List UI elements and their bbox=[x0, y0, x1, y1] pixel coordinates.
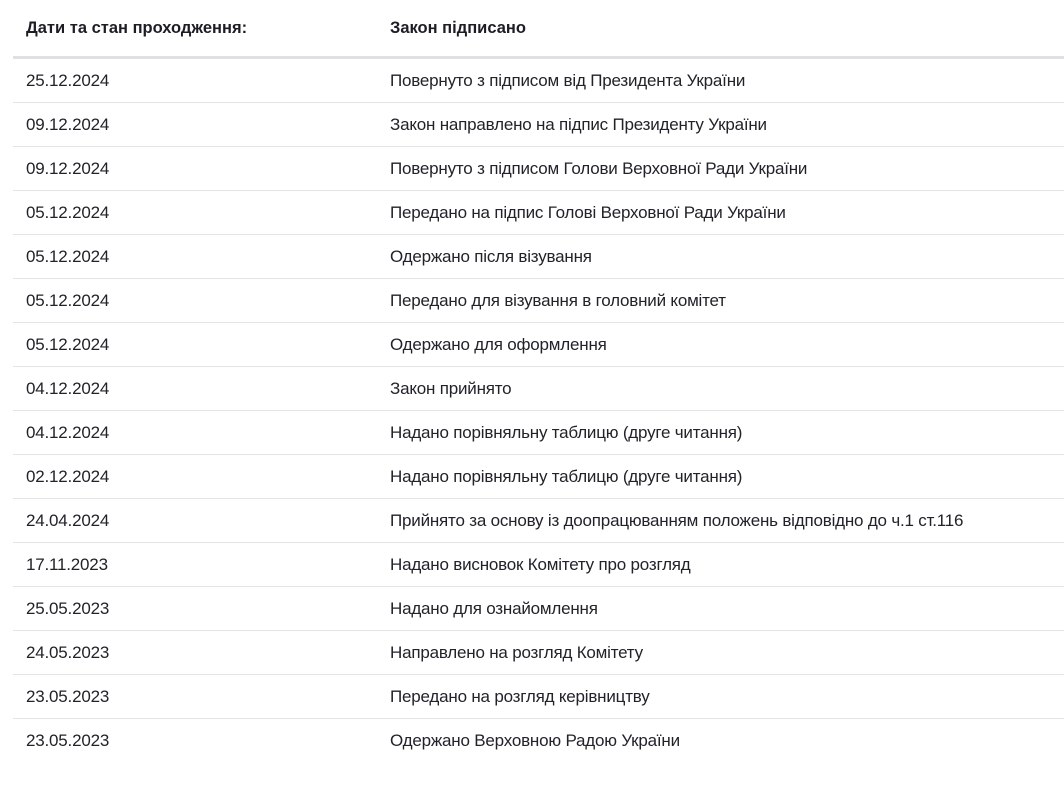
table-header bbox=[13, 0, 1064, 59]
table-row bbox=[13, 367, 1064, 411]
header-dates: Дати та стан проходження: bbox=[26, 18, 248, 37]
row-status: Одержано Верховною Радою України bbox=[390, 730, 680, 750]
row-date: 05.12.2024 bbox=[26, 290, 110, 310]
row-date: 05.12.2024 bbox=[26, 334, 110, 354]
table-row bbox=[13, 411, 1064, 455]
row-date: 23.05.2023 bbox=[26, 730, 110, 750]
table-row bbox=[13, 719, 1064, 762]
row-status: Надано порівняльну таблицю (друге читання) bbox=[390, 422, 743, 442]
table-row bbox=[13, 103, 1064, 147]
row-status: Надано порівняльну таблицю (друге читання) bbox=[390, 466, 743, 486]
table-row bbox=[13, 59, 1064, 103]
table-row bbox=[13, 235, 1064, 279]
table-row bbox=[13, 587, 1064, 631]
row-date: 25.12.2024 bbox=[26, 70, 110, 90]
row-status: Надано для ознайомлення bbox=[390, 598, 598, 618]
row-date: 23.05.2023 bbox=[26, 686, 110, 706]
row-date: 09.12.2024 bbox=[26, 114, 110, 134]
table-row bbox=[13, 323, 1064, 367]
row-status: Закон направлено на підпис Президенту України bbox=[390, 114, 767, 134]
table-row bbox=[13, 191, 1064, 235]
table-row bbox=[13, 543, 1064, 587]
row-status: Направлено на розгляд Комітету bbox=[390, 642, 643, 662]
header-status: Закон підписано bbox=[390, 18, 526, 37]
row-date: 04.12.2024 bbox=[26, 378, 110, 398]
table-row bbox=[13, 279, 1064, 323]
row-date: 24.04.2024 bbox=[26, 510, 110, 530]
row-date: 17.11.2023 bbox=[26, 554, 108, 574]
row-status: Одержано для оформлення bbox=[390, 334, 607, 354]
row-date: 05.12.2024 bbox=[26, 246, 110, 266]
table-row bbox=[13, 455, 1064, 499]
row-status: Закон прийнято bbox=[390, 378, 512, 398]
row-date: 25.05.2023 bbox=[26, 598, 110, 618]
row-status: Повернуто з підписом від Президента України bbox=[390, 70, 746, 90]
row-status: Прийнято за основу із доопрацюванням положень відповідно до ч.1 ст.116 bbox=[390, 510, 964, 530]
row-status: Повернуто з підписом Голови Верховної Ради України bbox=[390, 158, 808, 178]
row-date: 05.12.2024 bbox=[26, 202, 110, 222]
row-date: 04.12.2024 bbox=[26, 422, 110, 442]
table-row bbox=[13, 631, 1064, 675]
row-status: Передано на розгляд керівництву bbox=[390, 686, 650, 706]
table-row bbox=[13, 147, 1064, 191]
table-row bbox=[13, 675, 1064, 719]
row-status: Надано висновок Комітету про розгляд bbox=[390, 554, 691, 574]
row-status: Одержано після візування bbox=[390, 246, 592, 266]
bill-status-table bbox=[13, 0, 1064, 762]
table-row bbox=[13, 499, 1064, 543]
row-status: Передано для візування в головний комітет bbox=[390, 290, 726, 310]
row-date: 09.12.2024 bbox=[26, 158, 110, 178]
row-date: 24.05.2023 bbox=[26, 642, 110, 662]
row-status: Передано на підпис Голові Верховної Ради України bbox=[390, 202, 786, 222]
row-date: 02.12.2024 bbox=[26, 466, 110, 486]
